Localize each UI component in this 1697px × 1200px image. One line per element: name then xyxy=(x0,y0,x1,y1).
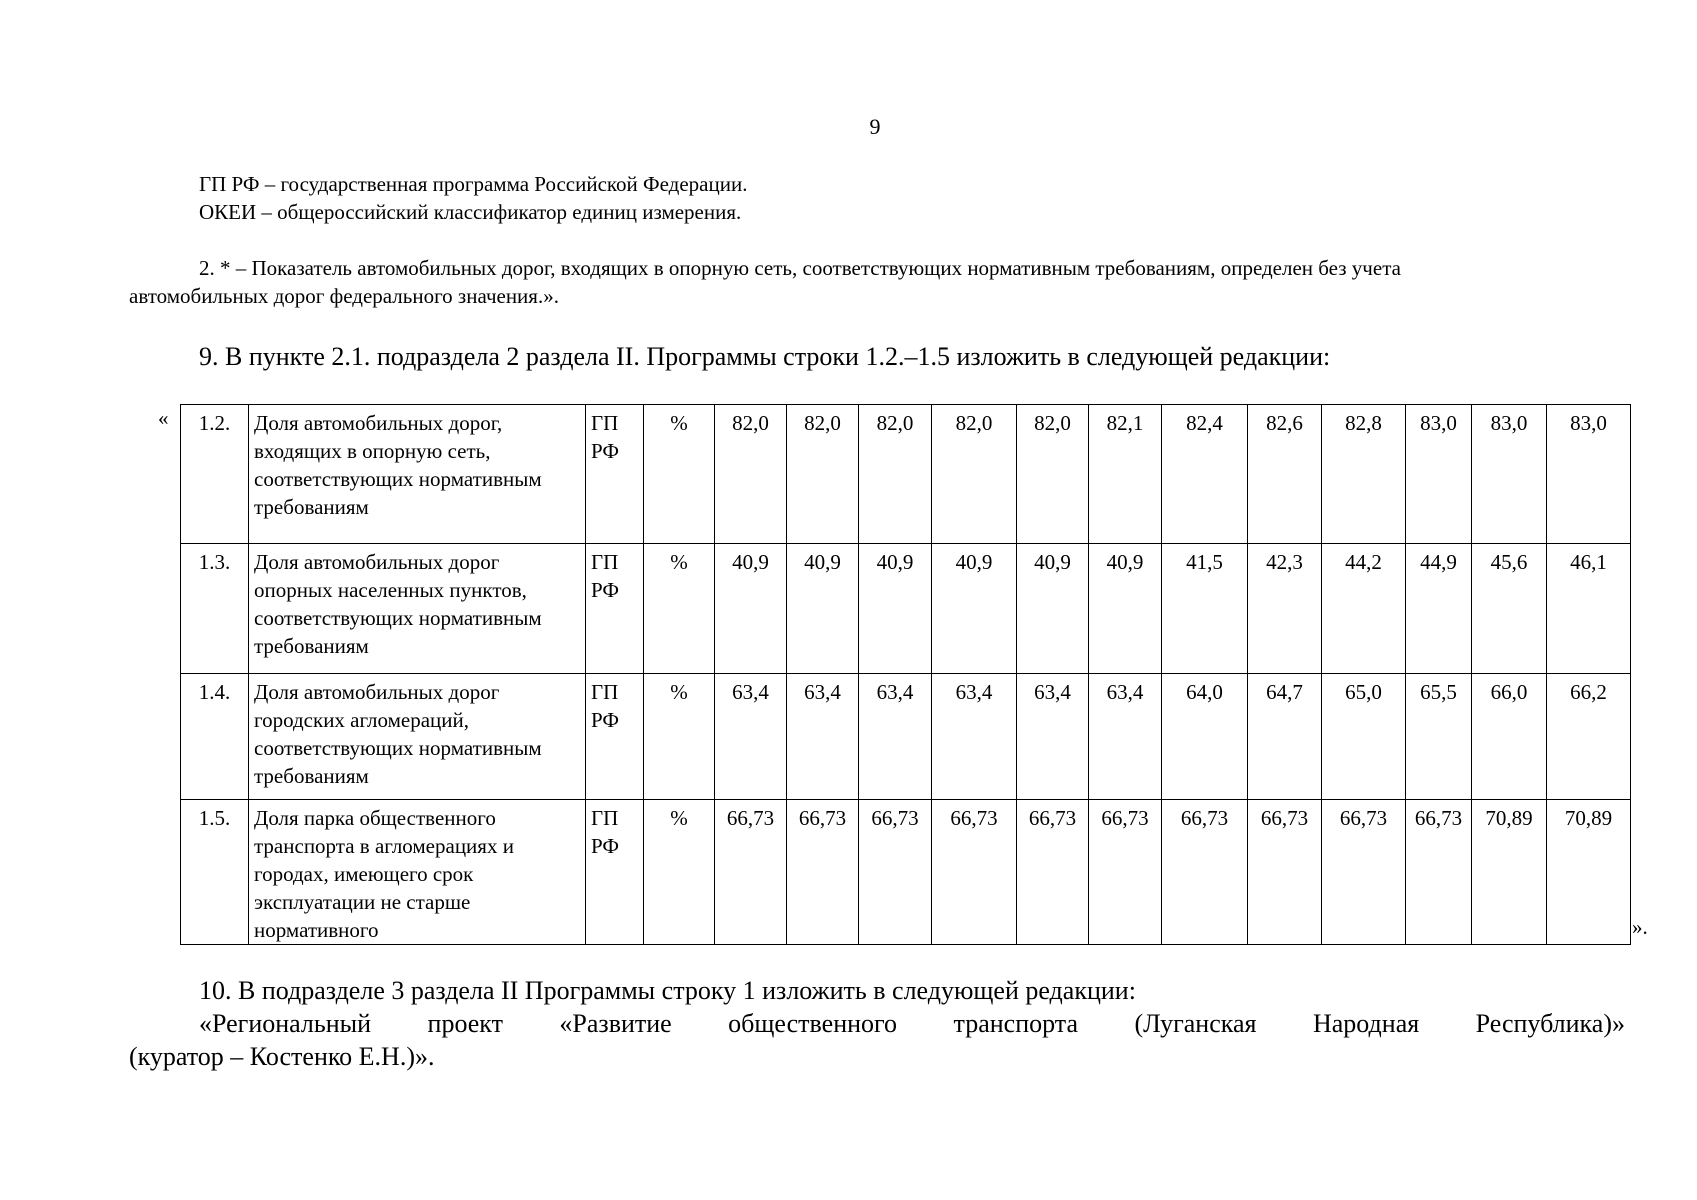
value-cell: 82,0 xyxy=(787,405,859,544)
value-cell: 66,73 xyxy=(715,800,787,945)
indicator-name-cell: Доля автомобильных дорог опорных населенных пунктов, соответствующих нормативным требованиям xyxy=(249,544,586,674)
value-cell: 66,73 xyxy=(1162,800,1248,945)
closing-quote: ». xyxy=(1632,915,1648,939)
value-cell: 40,9 xyxy=(787,544,859,674)
unit-cell: % xyxy=(644,405,715,544)
note-2 xyxy=(129,254,1589,310)
item-10 xyxy=(129,974,1625,1073)
row-number-cell: 1.2. xyxy=(181,405,249,544)
value-cell: 63,4 xyxy=(715,674,787,800)
indicator-name-cell: Доля парка общественного транспорта в агломерациях и городах, имеющего срок эксплуатации не старше нормативного xyxy=(249,800,586,945)
indicator-name-cell: Доля автомобильных дорог, входящих в опорную сеть, соответствующих нормативным требованиям xyxy=(249,405,586,544)
item-9-heading: 9. В пункте 2.1. подраздела 2 раздела II. Программы строки 1.2.–1.5 изложить в следующей редакции: xyxy=(199,342,1331,371)
value-cell: 82,0 xyxy=(859,405,932,544)
value-cell: 45,6 xyxy=(1472,544,1547,674)
value-cell: 40,9 xyxy=(715,544,787,674)
value-cell: 82,4 xyxy=(1162,405,1248,544)
program-cell: ГП РФ xyxy=(586,800,644,945)
row-number-cell: 1.4. xyxy=(181,674,249,800)
value-cell: 66,73 xyxy=(1248,800,1322,945)
value-cell: 82,0 xyxy=(932,405,1017,544)
value-cell: 40,9 xyxy=(1017,544,1089,674)
value-cell: 66,73 xyxy=(787,800,859,945)
note-okei-abbreviation: ОКЕИ – общероссийский классификатор единиц измерения. xyxy=(199,200,742,224)
value-cell: 83,0 xyxy=(1406,405,1472,544)
indicator-name-cell: Доля автомобильных дорог городских агломераций, соответствующих нормативным требованиям xyxy=(249,674,586,800)
value-cell: 82,8 xyxy=(1322,405,1406,544)
table-row xyxy=(181,674,1631,800)
table-row xyxy=(181,800,1631,945)
value-cell: 66,73 xyxy=(1322,800,1406,945)
note-gp-abbreviation: ГП РФ – государственная программа Российской Федерации. xyxy=(199,172,748,196)
program-cell: ГП РФ xyxy=(586,405,644,544)
value-cell: 40,9 xyxy=(932,544,1017,674)
value-cell: 40,9 xyxy=(1089,544,1162,674)
program-cell: ГП РФ xyxy=(586,544,644,674)
value-cell: 46,1 xyxy=(1547,544,1631,674)
value-cell: 82,6 xyxy=(1248,405,1322,544)
value-cell: 82,0 xyxy=(715,405,787,544)
value-cell: 40,9 xyxy=(859,544,932,674)
value-cell: 44,9 xyxy=(1406,544,1472,674)
row-number-cell: 1.5. xyxy=(181,800,249,945)
value-cell: 66,73 xyxy=(1089,800,1162,945)
page-number: 9 xyxy=(869,114,881,139)
value-cell: 42,3 xyxy=(1248,544,1322,674)
program-cell: ГП РФ xyxy=(586,674,644,800)
value-cell: 63,4 xyxy=(1017,674,1089,800)
value-cell: 82,1 xyxy=(1089,405,1162,544)
value-cell: 66,73 xyxy=(1406,800,1472,945)
value-cell: 63,4 xyxy=(1089,674,1162,800)
note-2-line-2: автомобильных дорог федерального значения.». xyxy=(129,284,559,308)
item-10-line-2: «Региональный проект «Развитие общественного транспорта (Луганская Народная Республика)» xyxy=(199,1009,1625,1038)
value-cell: 64,7 xyxy=(1248,674,1322,800)
value-cell: 66,73 xyxy=(859,800,932,945)
indicators-table xyxy=(180,404,1631,945)
value-cell: 83,0 xyxy=(1547,405,1631,544)
opening-quote: « xyxy=(158,406,169,430)
table-row xyxy=(181,405,1631,544)
item-10-line-3: (куратор – Костенко Е.Н.)». xyxy=(129,1042,435,1071)
table-row xyxy=(181,544,1631,674)
note-2-line-1: 2. * – Показатель автомобильных дорог, входящих в опорную сеть, соответствующих нормативным требованиям, определен без учета xyxy=(199,256,1401,280)
value-cell: 63,4 xyxy=(859,674,932,800)
value-cell: 82,0 xyxy=(1017,405,1089,544)
value-cell: 65,0 xyxy=(1322,674,1406,800)
value-cell: 83,0 xyxy=(1472,405,1547,544)
value-cell: 63,4 xyxy=(932,674,1017,800)
row-number-cell: 1.3. xyxy=(181,544,249,674)
unit-cell: % xyxy=(644,544,715,674)
value-cell: 66,2 xyxy=(1547,674,1631,800)
value-cell: 70,89 xyxy=(1547,800,1631,945)
unit-cell: % xyxy=(644,800,715,945)
value-cell: 70,89 xyxy=(1472,800,1547,945)
value-cell: 66,73 xyxy=(1017,800,1089,945)
item-10-line-1: 10. В подразделе 3 раздела II Программы строку 1 изложить в следующей редакции: xyxy=(199,976,1136,1005)
value-cell: 66,0 xyxy=(1472,674,1547,800)
value-cell: 63,4 xyxy=(787,674,859,800)
value-cell: 44,2 xyxy=(1322,544,1406,674)
value-cell: 66,73 xyxy=(932,800,1017,945)
value-cell: 41,5 xyxy=(1162,544,1248,674)
value-cell: 65,5 xyxy=(1406,674,1472,800)
unit-cell: % xyxy=(644,674,715,800)
value-cell: 64,0 xyxy=(1162,674,1248,800)
